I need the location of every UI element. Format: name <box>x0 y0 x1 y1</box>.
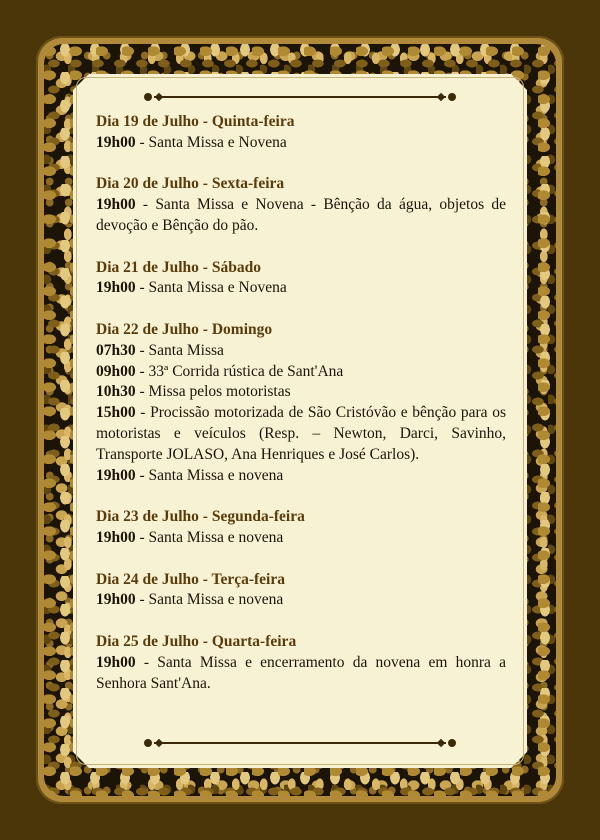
schedule-entry <box>96 590 506 611</box>
entry-time: 07h30 <box>96 341 136 359</box>
schedule-entry <box>96 403 506 465</box>
entry-time: 10h30 <box>96 383 136 401</box>
day-title: Dia 21 de Julho - Sábado <box>96 258 261 276</box>
day-title: Dia 19 de Julho - Quinta-feira <box>96 113 295 130</box>
entry-separator: - <box>135 404 151 422</box>
day-block <box>96 632 506 694</box>
entry-time: 19h00 <box>96 653 136 671</box>
entry-separator: - <box>135 362 149 380</box>
day-title: Dia 23 de Julho - Segunda-feira <box>96 508 305 526</box>
entry-separator: - <box>135 653 158 671</box>
schedule-content <box>96 112 506 715</box>
entry-time: 19h00 <box>96 133 136 151</box>
top-ornament-divider <box>144 92 456 102</box>
entry-description: Santa Missa e Novena <box>148 133 287 151</box>
schedule-entry <box>96 528 506 549</box>
day-title: Dia 22 de Julho - Domingo <box>96 320 273 338</box>
entry-description: Santa Missa e Novena - Bênção da água, objetos de devoção e Bênção do pão. <box>96 196 506 234</box>
day-title: Dia 24 de Julho - Terça-feira <box>96 570 285 588</box>
day-title: Dia 25 de Julho - Quarta-feira <box>96 632 297 650</box>
entry-separator: - <box>135 528 149 546</box>
schedule-entry <box>96 653 506 695</box>
entry-time: 15h00 <box>96 404 136 422</box>
entry-separator: - <box>135 133 149 151</box>
day-block <box>96 174 506 236</box>
schedule-entry <box>96 133 506 154</box>
entry-time: 19h00 <box>96 279 136 297</box>
entry-separator: - <box>135 196 156 214</box>
entry-separator: - <box>135 279 149 297</box>
bottom-ornament-divider <box>144 738 456 748</box>
entry-separator: - <box>135 341 149 359</box>
day-block <box>96 258 506 300</box>
entry-separator: - <box>135 466 149 484</box>
schedule-entry <box>96 382 506 403</box>
day-block <box>96 570 506 612</box>
entry-description: Santa Missa <box>148 341 224 359</box>
entry-description: Santa Missa e novena <box>148 591 284 609</box>
day-block <box>96 320 506 486</box>
entry-description: Santa Missa e Novena <box>148 279 287 297</box>
entry-separator: - <box>135 591 149 609</box>
schedule-entry <box>96 195 506 237</box>
entry-time: 19h00 <box>96 591 136 609</box>
entry-time: 09h00 <box>96 362 136 380</box>
day-title: Dia 20 de Julho - Sexta-feira <box>96 175 285 193</box>
entry-description: Santa Missa e encerramento da novena em honra a Senhora Sant'Ana. <box>96 653 506 692</box>
entry-description: 33ª Corrida rústica de Sant'Ana <box>148 362 344 380</box>
schedule-entry <box>96 278 506 299</box>
schedule-entry <box>96 466 506 487</box>
entry-description: Santa Missa e novena <box>148 528 284 546</box>
entry-time: 19h00 <box>96 196 136 214</box>
entry-description: Procissão motorizada de São Cristóvão e bênção para os motoristas e veículos (Resp. – Newton, Darci, Savinho, Transporte JOLASO, Ana Henriques e José Carlos). <box>96 404 506 463</box>
entry-time: 19h00 <box>96 466 136 484</box>
schedule-entry <box>96 341 506 362</box>
schedule-entry <box>96 362 506 383</box>
entry-time: 19h00 <box>96 528 136 546</box>
entry-description: Missa pelos motoristas <box>148 383 291 401</box>
day-block <box>96 507 506 549</box>
day-block <box>96 112 506 154</box>
entry-separator: - <box>135 383 149 401</box>
entry-description: Santa Missa e novena <box>148 466 284 484</box>
